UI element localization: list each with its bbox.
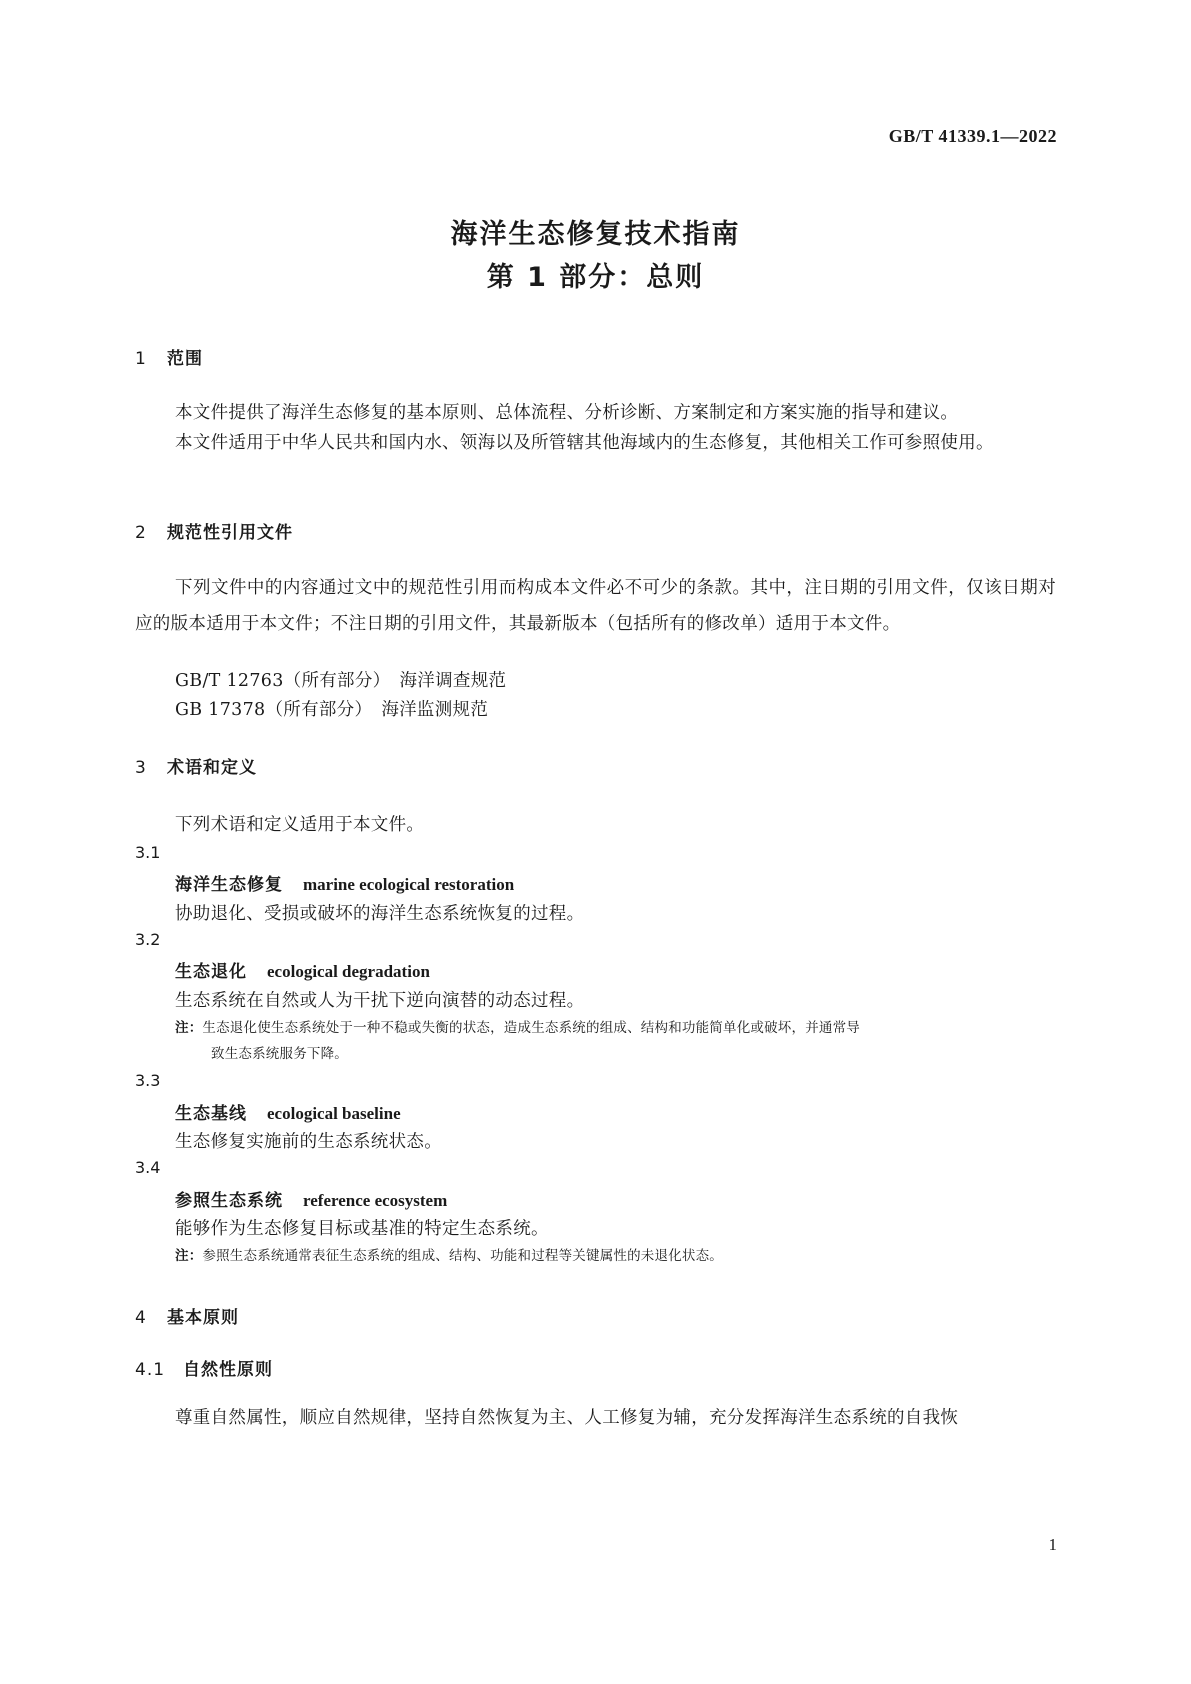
- subsection-number: 4.1: [135, 1360, 166, 1380]
- section-title: 规范性引用文件: [167, 523, 293, 543]
- term-definition: 生态系统在自然或人为干扰下逆向演替的动态过程。: [175, 991, 585, 1011]
- term-en: ecological degradation: [267, 962, 430, 981]
- section-number: 1: [135, 349, 147, 369]
- section-number: 2: [135, 523, 147, 543]
- term-number: 3.1: [135, 843, 161, 862]
- term-definition: 能够作为生态修复目标或基准的特定生态系统。: [175, 1219, 549, 1239]
- section-heading-scope: [135, 344, 203, 369]
- term-en: marine ecological restoration: [303, 875, 515, 894]
- note-label: 注：: [175, 1020, 203, 1036]
- term-zh: 海洋生态修复: [175, 875, 283, 895]
- term-note: [175, 1243, 1056, 1269]
- paragraph: 本文件提供了海洋生态修复的基本原则、总体流程、分析诊断、方案制定和方案实施的指导和建议。: [175, 403, 959, 423]
- paragraph: 下列文件中的内容通过文中的规范性引用而构成本文件必不可少的条款。其中，注日期的引用文件，仅该日期对应的版本适用于本文件；不注日期的引用文件，其最新版本（包括所有的修改单）适用于本文件。: [135, 578, 1056, 634]
- term-entry: [175, 1099, 401, 1124]
- note-label: 注：: [175, 1248, 203, 1264]
- document-subtitle: 第 1 部分：总则: [486, 262, 705, 293]
- paragraph: 本文件适用于中华人民共和国内水、领海以及所管辖其他海域内的生态修复，其他相关工作可参照使用。: [175, 433, 994, 453]
- terms-intro: 下列术语和定义适用于本文件。: [175, 815, 425, 835]
- page-number: 1: [1048, 1535, 1057, 1554]
- standard-number: GB/T 41339.1—2022: [888, 126, 1057, 146]
- reference-item: GB/T 12763（所有部分） 海洋调查规范: [175, 671, 507, 691]
- term-en: ecological baseline: [267, 1104, 401, 1123]
- subsection-title: 自然性原则: [183, 1360, 273, 1380]
- term-zh: 生态基线: [175, 1104, 247, 1124]
- note-text-continued: 致生态系统服务下降。: [211, 1046, 348, 1062]
- subsection-heading-naturalness: [135, 1355, 273, 1380]
- section-number: 4: [135, 1308, 147, 1328]
- term-number: 3.3: [135, 1071, 161, 1090]
- term-zh: 参照生态系统: [175, 1191, 283, 1211]
- term-definition: 生态修复实施前的生态系统状态。: [175, 1132, 442, 1152]
- section-heading-basic-principles: [135, 1303, 239, 1328]
- term-entry: [175, 870, 514, 895]
- term-number: 3.2: [135, 930, 161, 949]
- term-entry: [175, 957, 430, 982]
- reference-item: GB 17378（所有部分） 海洋监测规范: [175, 700, 489, 720]
- term-definition: 协助退化、受损或破坏的海洋生态系统恢复的过程。: [175, 904, 585, 924]
- section-title: 范围: [167, 349, 203, 369]
- section-title: 术语和定义: [167, 758, 257, 778]
- term-entry: [175, 1186, 447, 1211]
- term-note: [175, 1015, 1056, 1067]
- section-heading-terms: [135, 753, 257, 778]
- paragraph: 尊重自然属性，顺应自然规律，坚持自然恢复为主、人工修复为辅，充分发挥海洋生态系统的自我恢: [175, 1408, 959, 1428]
- note-text: 参照生态系统通常表征生态系统的组成、结构、功能和过程等关键属性的未退化状态。: [202, 1248, 724, 1264]
- term-number: 3.4: [135, 1158, 161, 1177]
- term-zh: 生态退化: [175, 962, 247, 982]
- note-text: 生态退化使生态系统处于一种不稳或失衡的状态，造成生态系统的组成、结构和功能简单化或破坏，并通常导: [202, 1020, 861, 1036]
- section-heading-normative-references: [135, 518, 293, 543]
- section-number: 3: [135, 758, 147, 778]
- term-en: reference ecosystem: [303, 1191, 448, 1210]
- section-title: 基本原则: [167, 1308, 239, 1328]
- document-title: 海洋生态修复技术指南: [450, 219, 741, 250]
